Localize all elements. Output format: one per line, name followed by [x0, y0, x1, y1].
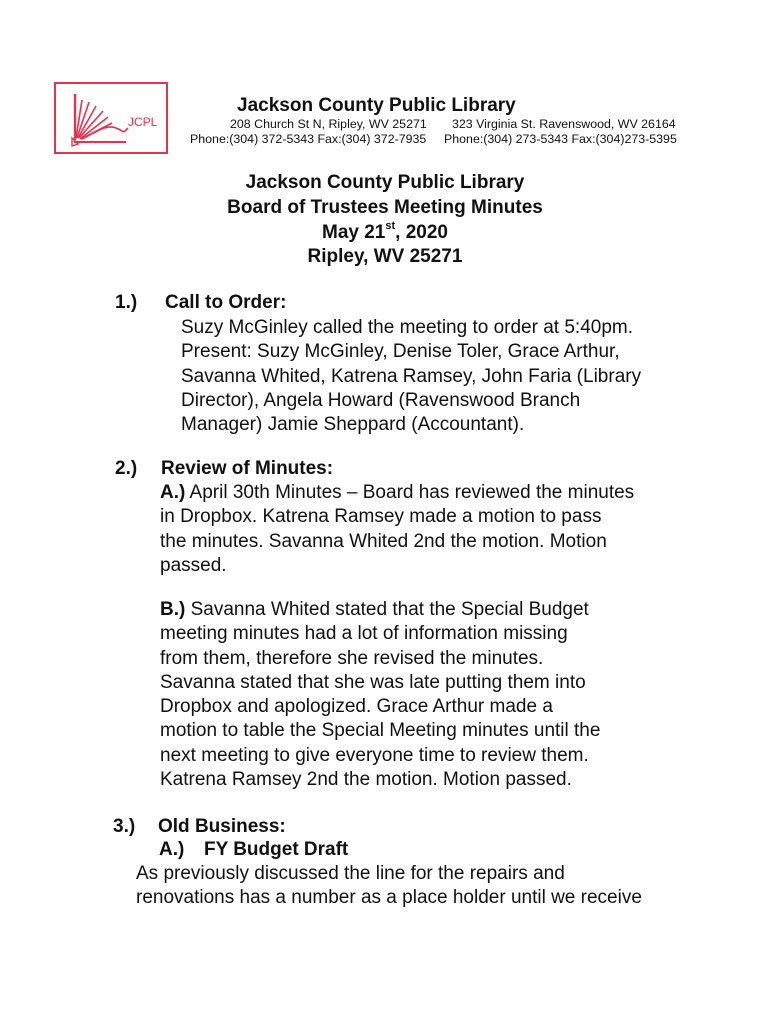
item-b-first-line [160, 598, 600, 622]
text-line: the minutes. Savanna Whited 2nd the motion. Motion [160, 530, 607, 552]
section-2-item-a [160, 481, 634, 578]
ripley-contact: Phone:(304) 372-5343 Fax:(304) 372-7935 [190, 132, 427, 146]
text-line: Dropbox and apologized. Grace Arthur made a [160, 696, 553, 718]
text-line: Director), Angela Howard (Ravenswood Branch [181, 389, 581, 411]
text-line: April 30th Minutes – Board has reviewed the minutes [185, 482, 635, 503]
section-1-body [181, 316, 641, 437]
title-meeting-minutes: Board of Trustees Meeting Minutes [227, 197, 543, 218]
section-2-number: 2.) [115, 458, 138, 479]
text-line: renovations has a number as a place holder until we receive [136, 887, 642, 909]
text-line: from them, therefore she revised the minutes. [160, 647, 544, 669]
text-line: Present: Suzy McGinley, Denise Toler, Grace Arthur, [181, 341, 620, 363]
ravenswood-contact: Phone:(304) 273-5343 Fax:(304)273-5395 [444, 132, 677, 146]
item-b-label: B.) [160, 599, 186, 620]
text-line: Savanna Whited stated that the Special Budget [185, 599, 589, 620]
section-3-heading: Old Business: [158, 816, 286, 837]
text-line: Savanna stated that she was late putting them into [160, 671, 586, 693]
ravenswood-address: 323 Virginia St. Ravenswood, WV 26164 [452, 117, 676, 131]
text-line: passed. [160, 554, 227, 576]
text-line: Katrena Ramsey 2nd the motion. Motion passed. [160, 769, 572, 791]
item-a-label: A.) [160, 482, 186, 503]
date-year: , 2020 [395, 222, 448, 243]
logo-text: JCPL [128, 115, 158, 129]
section-3-number: 3.) [113, 816, 136, 837]
date-ordinal: st [385, 220, 396, 232]
section-3-sub-heading: FY Budget Draft [204, 839, 349, 860]
section-1-number: 1.) [115, 292, 138, 313]
section-2-heading: Review of Minutes: [161, 458, 334, 479]
title-library: Jackson County Public Library [245, 172, 525, 193]
section-2-item-b [160, 598, 600, 792]
text-line: meeting minutes had a lot of information missing [160, 623, 568, 645]
ripley-address: 208 Church St N, Ripley, WV 25271 [230, 117, 427, 131]
text-line: Savanna Whited, Katrena Ramsey, John Faria (Library [181, 365, 642, 387]
text-line: motion to table the Special Meeting minutes until the [160, 720, 601, 742]
text-line: Suzy McGinley called the meeting to order at 5:40pm. [181, 317, 634, 338]
date-main: May 21 [322, 222, 386, 243]
text-line: As previously discussed the line for the repairs and [136, 863, 565, 884]
section-1-heading: Call to Order: [165, 292, 287, 313]
text-line: in Dropbox. Katrena Ramsey made a motion to pass [160, 506, 602, 528]
letterhead-library-name: Jackson County Public Library [237, 95, 516, 116]
jcpl-logo [54, 82, 168, 154]
item-a-first-line [160, 481, 634, 505]
section-3-body [136, 862, 642, 911]
text-line: next meeting to give everyone time to review them. [160, 744, 589, 766]
title-location: Ripley, WV 25271 [307, 246, 463, 267]
title-date [0, 222, 770, 244]
text-line: Manager) Jamie Sheppard (Accountant). [181, 414, 525, 436]
section-3-sub-label: A.) [159, 839, 185, 860]
